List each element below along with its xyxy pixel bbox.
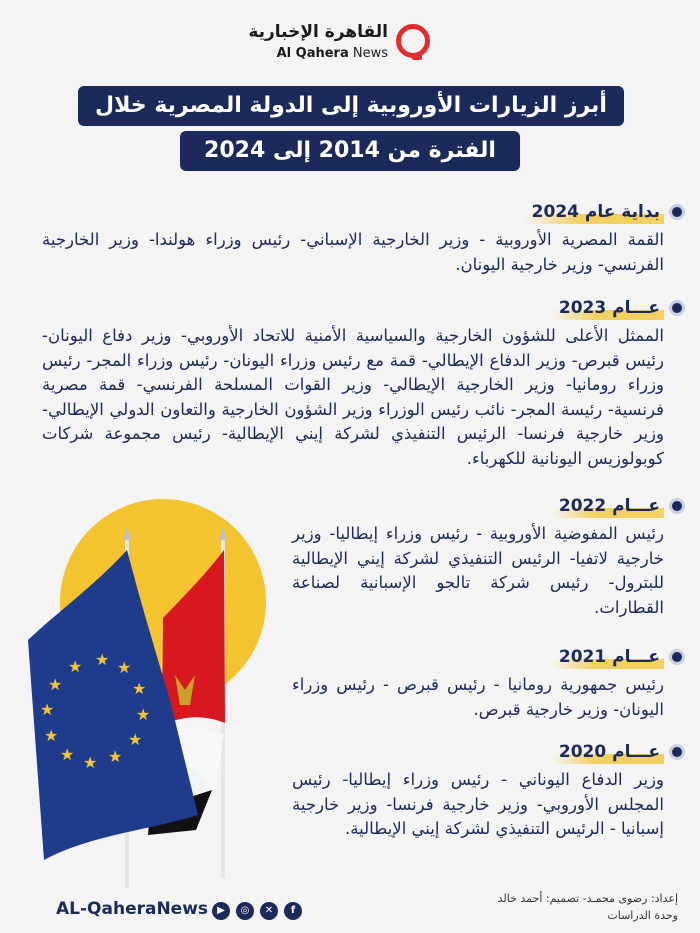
section-year: عـــام 2020 [551,740,664,764]
bullet-icon [672,501,682,511]
page-title-line-2: الفترة من 2014 إلى 2024 [180,131,520,171]
section-year: عـــام 2023 [551,296,664,320]
section-2020 [292,740,664,842]
facebook-icon[interactable]: f [284,902,302,920]
svg-text:★: ★ [40,700,55,719]
instagram-icon[interactable]: ◎ [236,902,254,920]
credits [498,890,678,924]
svg-text:★: ★ [60,745,75,764]
section-text: وزير الدفاع اليوناني - رئيس وزراء إيطاليا- رئيس المجلس الأوروبي- وزير خارجية فرنسا- وزير خارجية إسبانيا - الرئيس التنفيذي لشركة إيني الإيطالية. [292,770,664,838]
bullet-icon [672,747,682,757]
section-year: عـــام 2022 [551,494,664,518]
flags-illustration [0,490,300,890]
bullet-icon [672,652,682,662]
section-text: رئيس جمهورية رومانيا - رئيس قبرص - رئيس وزراء اليونان- وزير خارجية قبرص. [292,675,664,719]
bullet-icon [672,207,682,217]
logo-mark-icon [396,24,430,58]
section-2023 [42,296,664,471]
svg-text:★: ★ [48,675,63,694]
brand-logo [248,18,430,70]
social-icons [212,902,302,920]
svg-text:★: ★ [132,679,147,698]
logo-arabic-text: القاهرة الإخبارية [248,22,388,42]
section-2024 [42,200,664,277]
logo-english-text: Al Qahera News [276,46,388,61]
section-text: الممثل الأعلى للشؤون الخارجية والسياسية الأمنية للاتحاد الأوروبي- وزير دفاع اليونان- رئيس قبرص- وزير الدفاع الإيطالي- قمة مع رئيس وزراء اليونان- رئيس وزراء المجر- رئيس وزراء رومانيا- وزير الخارجية الإيطالي- وزير القوات المسلحة الفرنسي- قمة مصرية فرنسية- رئيسة المجر- نائب رئيس الوزراء وزير الشؤون الخارجية والتعاون الدولي الإيطالي- وزير خارجية فرنسا- الرئيس التنفيذي لشركة إيني الإيطالية- رئيس مجموعة شركات كوبولوزيس اليونانية للكهرباء. [42,326,664,468]
section-text: القمة المصرية الأوروبية - وزير الخارجية الإسباني- رئيس وزراء هولندا- وزير الخارجية الفرنسي- وزير خارجية اليونان. [42,230,664,274]
section-year: عـــام 2021 [551,645,664,669]
section-2022 [292,494,664,620]
youtube-icon[interactable]: ▶ [212,902,230,920]
section-2021 [292,645,664,722]
svg-text:★: ★ [44,726,59,745]
svg-text:★: ★ [117,658,132,677]
credits-unit: وحدة الدراسات [607,909,678,922]
svg-text:★: ★ [83,753,98,772]
svg-text:★: ★ [128,730,143,749]
x-icon[interactable]: ✕ [260,902,278,920]
bullet-icon [672,303,682,313]
section-year: بداية عام 2024 [524,200,664,224]
credits-authors: إعداد: رضوى محمـد- تصميم: أحمد خالد [497,892,678,905]
page-title-line-1: أبرز الزيارات الأوروبية إلى الدولة المصرية خلال [78,86,624,126]
section-text: رئيس المفوضية الأوروبية - رئيس وزراء إيطاليا- وزير خارجية لاتفيا- الرئيس التنفيذي لشركة إيني الإيطالية للبترول- رئيس شركة تالجو الإسبانية لصناعة القطارات. [292,524,664,617]
svg-text:★: ★ [136,705,151,724]
footer-brand-handle: AL-QaheraNews [56,899,209,919]
svg-text:★: ★ [108,747,123,766]
svg-text:★: ★ [68,657,83,676]
svg-text:★: ★ [95,650,110,669]
